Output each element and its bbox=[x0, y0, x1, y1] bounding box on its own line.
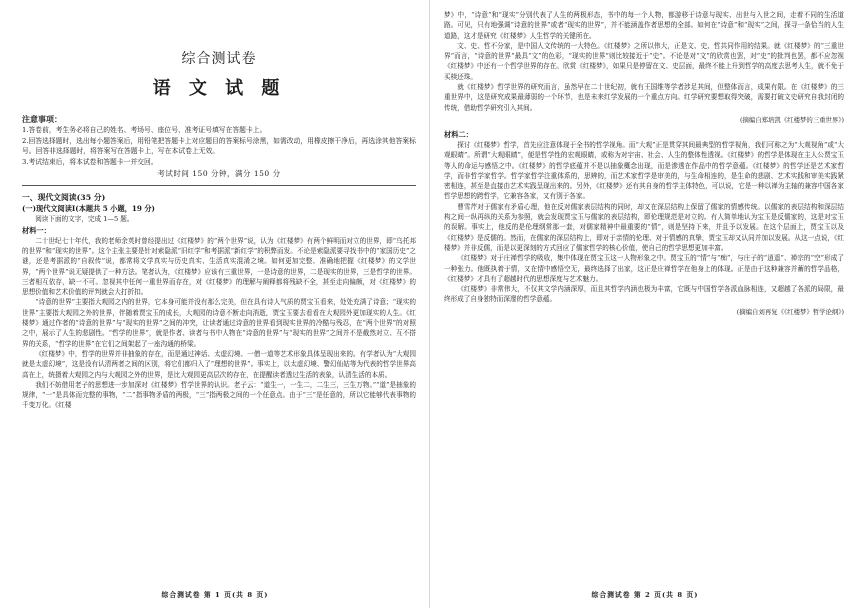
material-1-paragraph: 《红楼梦》中，哲学的世界并非抽象的存在，而是通过神话、太虚幻境、一僧一道等艺术形象具体呈现出来的。有学者认为“大观园就是太虚幻境”，这是没有认清两者之间的区别，将它们都归入了“理想的世界”。事实上，以太虚幻境、警幻仙姑等为代表的哲学世界高高在上，统摄着大观园之内与大观园之外的世界，是比大观园更高层次的存在，在提醒读者透过生活的表象，认清生活的本质。 bbox=[22, 349, 416, 379]
subject-title: 语 文 试 题 bbox=[152, 78, 286, 99]
notice-item-3: 3.考试结束后，将本试卷和答题卡一并交回。 bbox=[22, 157, 158, 166]
header-rule bbox=[22, 185, 416, 186]
material-2-heading: 材料二： bbox=[444, 129, 473, 139]
page-footer: 综合测试卷 第 1 页(共 8 页) bbox=[161, 591, 269, 599]
material-1-continued-paragraph: 就《红楼梦》哲学世界的研究而言，虽然早在二十世纪初，就有王国维等学者涉足其间，但整体而言，成果有限。在《红楼梦》的三重世界中，这是研究成果最薄弱的一个环节，也是未来红学发展的一个重点方向。红学研究要想取得突破，需要打破文史研究自我封闭的传统，借助哲学研究引入其间。 bbox=[444, 83, 844, 112]
exam-time-line: 考试时间 150 分钟，满分 150 分 bbox=[157, 169, 281, 179]
instruction-text: 阅读下面的文字，完成 1—5 题。 bbox=[35, 215, 134, 224]
notice-item-1: 1.答卷前，考生务必将自己的姓名、考场号、座位号、准考证号填写在答题卡上。 bbox=[22, 126, 267, 134]
material-1-paragraph: 二十世纪七十年代，我的老师余英时曾经提出过《红楼梦》的“两个世界”说，认为《红楼梦》有两个鲜明而对立的世界，即“乌托邦的世界”和“现实的世界”。这个主张主要是针对索隐派“旧红学”和考据派“新红学”的积弊而发。不论是索隐派要寻找书中的“家国历史”之谜，还是考据派的“自叙传”说，都常将文学真实与历史真实、生活真实混淆之境。如何更加完整、准确地把握《红楼梦》的文学世界，“两个世界”说无疑提供了一种方法。笔者认为，《红楼梦》应该有三重世界，一是诗意的世界，二是现实的世界，三是哲学的世界。三者相互依存，缺一不可。忽视其中任何一重世界而存在，对《红楼梦》的理解与阐释都将残缺不全，甚至走向偏颇，对《红楼梦》的思想价值和艺术价值的评判就会大打折扣。 bbox=[22, 236, 416, 297]
material-2-paragraph: 《红楼梦》对于庄禅哲学的吸收，集中体现在贾宝玉这一人物形象之中。贾宝玉的“情”与“痴”，与庄子的“逍遥”、禅宗的“空”形成了一种张力。他既执着于情，又在情中感悟空无，最终选择了出家，这正是庄禅哲学在他身上的体现。正是由于这种兼容并蓄的哲学品格，《红楼梦》才具有了超越时代的思想深度与艺术魅力。 bbox=[444, 254, 844, 283]
exam-page-2 bbox=[430, 0, 860, 608]
material-1-continued-paragraph: 梦》中，“诗意”和“现实”分别代表了人生的两极形态，书中的每一个人物，都游移于诗意与现实、出世与入世之间，走着不同的生活道路。可见，只有地强调“诗意的世界”或者“现实的世界”，并不能涵盖作者思想的全部。如何在“诗意”和“现实”之间，探寻一条恰当的人生道路，这才是研究《红楼梦》人生哲学的关键所在。 bbox=[444, 11, 844, 40]
material-1-paragraph: “诗意的世界”主要指大观园之内的世界，它本身可能并没有那么完美，但在具有诗人气质的贾宝玉看来，处处充满了诗意；“现实的世界”主要指大观园之外的世界，伴随着贾宝玉的成长，大观园的诗意不断走向消逝，贾宝玉要去看看在大观园外更加现实的人生。《红楼梦》通过作者的“诗意的世界”与“现实的世界”之间的冲突，让读者通过诗意的世界看到现实世界的冷酷与残忍，在“两个世界”的对照之中，展示了人生的悲剧性。“哲学的世界”，就是作者、读者与书中人物在“诗意的世界”与“现实的世界”之间并不是截然对立、互不搭界的关系，“哲学的世界”在它们之间架起了一座沟通的桥梁。 bbox=[22, 298, 416, 348]
material-2-paragraph: 探讨《红楼梦》哲学，首先应注意体现于全书的哲学视角。而“大观”正是贯穿其间最典型的哲学视角，我们可称之为“大观视角”或“大观眼睛”。所谓“大观眼睛”，便是哲学性的宏观眼睛，或称为对宇宙、社会、人生的整体性透视。《红楼梦》的哲学是体现在主人公贾宝玉等人的命运与感悟之中。《红楼梦》的哲学底蕴并不是以抽象概念出现，而是渗透在作品中的哲学意蕴。《红楼梦》的哲学还是艺术家哲学，而非哲学家哲学。哲学家哲学注重体系的，思辨的，而艺术家哲学是审美的，与生命相连的，是生命的悲剧、艺术实践和审美实践紧密相连，甚至是直接由艺术实践呈现出来的。另外，《红楼梦》还有其自身的哲学主体特色，可以说，它是一种以禅为主轴的兼容中国各家哲学思想的跨哲学，它兼容各家，又有别于各家。 bbox=[444, 140, 844, 201]
page-footer: 综合测试卷 第 2 页(共 8 页) bbox=[591, 591, 699, 599]
material-1-heading: 材料一： bbox=[22, 225, 51, 235]
material-1-source: (摘编自郑培凯《红楼梦的三重世界》) bbox=[739, 115, 844, 124]
notice-heading: 注意事项： bbox=[22, 114, 62, 124]
notice-item-2: 2.回答选择题时，选出每小题答案后，用铅笔把答题卡上对应题目的答案标号涂黑，如需改动，用橡皮擦干净后，再选涂其他答案标号。回答非选择题时，将答案写在答题卡上，写在本试卷上无效。 bbox=[22, 136, 416, 156]
material-1-continued-paragraph: 文、史、哲不分家，是中国人文传统的一大特色。《红楼梦》之所以伟大，正是文、史、哲共同作用的结果。就《红楼梦》的“三重世界”而言，“诗意的世界”最具“文”的色彩，“现实的世界”则比较接近于“史”。不论是对“文”的欣赏也罢，对“史”的批判也罢，都不应忽视《红楼梦》中还有一个哲学世界的存在。欣赏《红楼梦》，如果只是停留在文、史层面，最终不能上升到哲学的高度去思考人生，就不免于买椟还珠。 bbox=[444, 41, 844, 81]
material-2-paragraph: 曹雪芹对于儒家有矛盾心理，他在反对儒家表层结构的同时，却又在深层结构上保留了儒家的情感传统。以儒家的表层结构和深层结构之间一纵再纵的关系为参照，就会发现贾宝玉与儒家的表层结构，即伦理规范是对立的。有人简单地认为宝玉是反儒家的，这是对宝玉的误解。事实上，他反的是伦理纲常那一套，对儒家精神中最重要的“情”，则是坚持下来，并且予以发展。在这个层面上，贾宝玉以及《红楼梦》是反儒的。然而，在儒家的深层结构上，即对于亲情的伦理、对于情感的真挚，贾宝玉却又认同并加以发展。从这一点说，《红楼梦》并非反儒，而是以更深刻的方式回应了儒家哲学的核心价值，使自己的哲学思想更加丰富。 bbox=[444, 202, 844, 252]
material-1-paragraph: 我们不妨借用老子的思想进一步加深对《红楼梦》哲学世界的认识。老子云：“道生一，一生二，二生三，三生万物。”“道”是抽象的规律，“一”是具体而完整的事物，“二”指事物矛盾的两极，“三”指两极之间的一个任意点。由于“三”是任意的，所以它能够代表事物的千变万化。《红楼 bbox=[22, 380, 416, 410]
subsection-heading: (一)现代文阅读Ⅰ(本题共 5 小题，19 分) bbox=[22, 204, 155, 214]
material-2-paragraph: 《红楼梦》非常伟大，不仅其文学内涵深厚，而且其哲学内涵也极为丰富，它既与中国哲学各派血脉相连，又超越了各派的局限，最终形成了自身独特而深邃的哲学意蕴。 bbox=[444, 285, 844, 304]
material-2-source: (摘编自刘再复《《红楼梦》哲学论纲》) bbox=[736, 307, 844, 316]
exam-title: 综合测试卷 bbox=[181, 51, 257, 67]
section-heading: 一、现代文阅读(35 分) bbox=[22, 193, 106, 203]
